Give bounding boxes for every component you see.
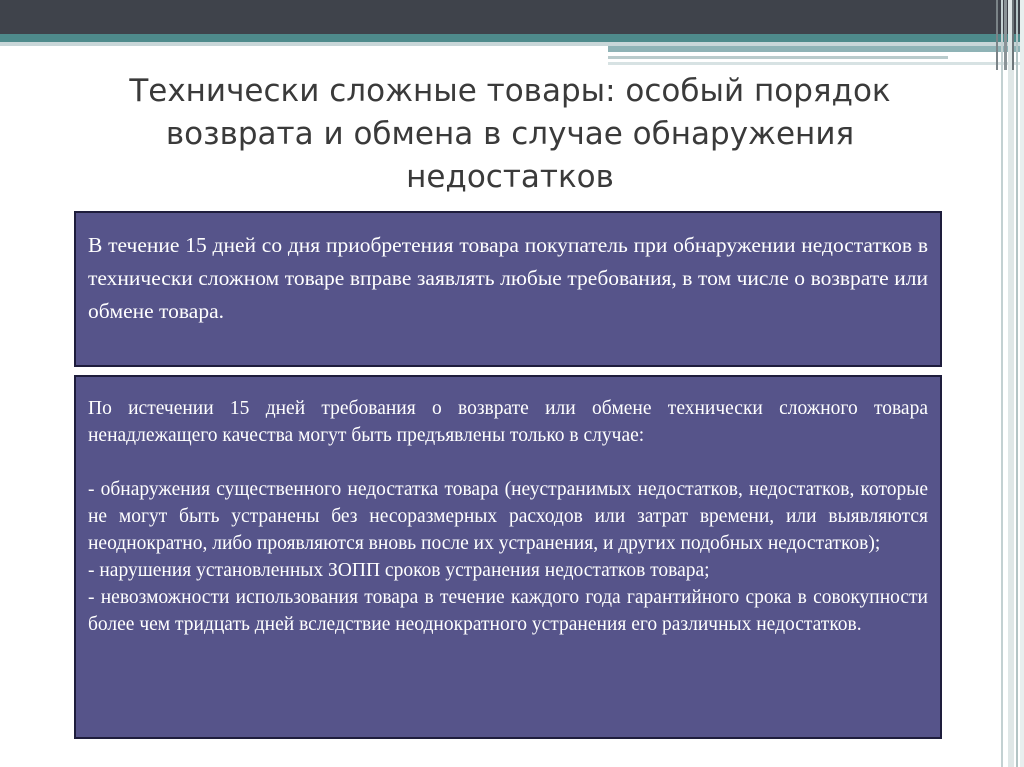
box2-intro: По истечении 15 дней требования о возврате или обмене технически сложного товара ненадлежащего качества могут быть предъявлены только в случае: [88,398,928,446]
edge-stripe [996,0,998,70]
box1-text: В течение 15 дней со дня приобретения товара покупатель при обнаружении недостатков в технически сложном товаре вправе заявлять любые требования, в том числе о возврате или обмене товара. [88,233,928,323]
banner-dark-strip [0,0,1024,34]
edge-stripe [1004,0,1007,70]
list-item: - обнаружения существенного недостатка товара (неустранимых недостатков, недостатков, которые не могут быть устранены без несоразмерных расходов или затрат времени, или выявляются неоднократно, либо проявляются вновь после их устранения, и других подобных недостатков); [88,479,928,554]
banner-teal-strip [0,34,1024,42]
list-item: - нарушения установленных ЗОПП сроков устранения недостатков товара; [88,560,710,581]
banner-line [608,62,1024,65]
edge-stripe [1008,0,1014,767]
banner-line [608,46,1024,52]
text-box-primary [74,211,942,367]
banner-line [608,56,948,59]
edge-stripe [1016,0,1018,767]
text-box-secondary [74,375,942,739]
edge-stripe [1012,0,1014,70]
slide-title: Технически сложные товары: особый порядок возврата и обмена в случае обнаружения недостатков [129,73,891,195]
edge-stripe [1001,0,1003,767]
edge-stripe [1020,0,1024,767]
list-item: - невозможности использования товара в течение каждого года гарантийного срока в совокупности более чем тридцать дней вследствие неоднократного устранения его различных недостатков. [88,587,928,635]
